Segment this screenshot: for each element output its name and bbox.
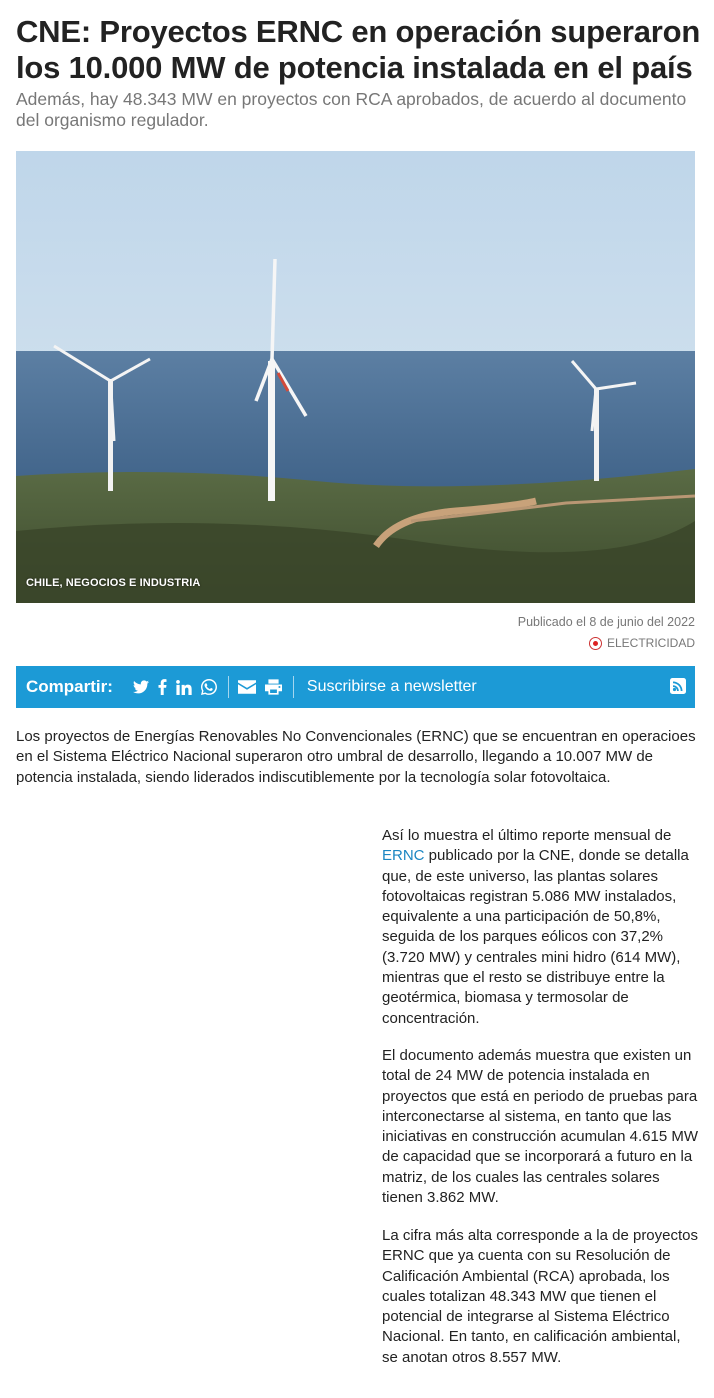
paragraph-2-intro: Así lo muestra el último reporte mensual de	[382, 827, 672, 844]
article-paragraph-4: La cifra más alta corresponde a la de proyectos ERNC que ya cuenta con su Resolución de Calificación Ambiental (RCA) aprobada, los cuales totalizan 48.343 MW que tienen el potencial de integrarse al Sistema Eléctrico Nacional. En tanto, en calificación ambiental, se anotan otros 8.557 MW.	[382, 1227, 699, 1366]
category-tag[interactable]	[589, 636, 695, 650]
hero-image	[16, 151, 695, 603]
facebook-icon[interactable]	[158, 679, 167, 695]
article-subtitle: Además, hay 48.343 MW en proyectos con RCA aprobados, de acuerdo al documento del organismo regulador.	[16, 89, 687, 130]
wind-turbines-photo	[16, 151, 695, 603]
share-label: Compartir:	[26, 677, 113, 696]
whatsapp-icon[interactable]	[201, 679, 217, 695]
image-category-label[interactable]: CHILE, NEGOCIOS E INDUSTRIA	[26, 577, 201, 589]
article-paragraph-1: Los proyectos de Energías Renovables No Convencionales (ERNC) que se encuentran en operacioes en el Sistema Eléctrico Nacional superaron otro umbral de desarrollo, llegando a 10.007 MW de potencia instalada, siendo liderados indiscutiblemente por la tecnología solar fotovoltaica.	[16, 728, 696, 786]
article-paragraph-3: El documento además muestra que existen un total de 24 MW de potencia instalada en proyectos que está en periodo de pruebas para interconectarse al sistema, en tanto que las iniciativas en construcción acumulan 4.615 MW de capacidad que se incorporará a futuro en la matriz, de los cuales las centrales solares tienen 3.862 MW.	[382, 1047, 698, 1207]
article-paragraph-2	[382, 826, 700, 1029]
linkedin-icon[interactable]	[176, 680, 192, 695]
ernc-link[interactable]: ERNC	[382, 847, 425, 865]
email-icon[interactable]	[238, 680, 256, 694]
rss-icon[interactable]	[670, 678, 686, 699]
share-bar	[16, 666, 695, 708]
print-icon[interactable]	[265, 679, 282, 695]
share-divider	[293, 676, 294, 698]
category-dot-icon	[589, 637, 602, 650]
article-title: CNE: Proyectos ERNC en operación superaron los 10.000 MW de potencia instalada en el país	[16, 14, 701, 85]
newsletter-link[interactable]: Suscribirse a newsletter	[306, 678, 477, 695]
share-divider	[228, 676, 229, 698]
paragraph-2-rest: publicado por la CNE, donde se detalla que, de este universo, las plantas solares fotovoltaicas registran 5.086 MW instalados, equivalente a una participación de 50,8%, seguida de los parques eólicos con 37,2% (3.720 MW) y centrales mini hidro (614 MW), mientras que el resto se distribuye entre la geotérmica, biomasa y termosolar de concentración.	[382, 847, 689, 1027]
twitter-icon[interactable]	[133, 680, 149, 694]
category-label: ELECTRICIDAD	[606, 636, 695, 650]
published-date: Publicado el 8 de junio del 2022	[517, 615, 695, 629]
